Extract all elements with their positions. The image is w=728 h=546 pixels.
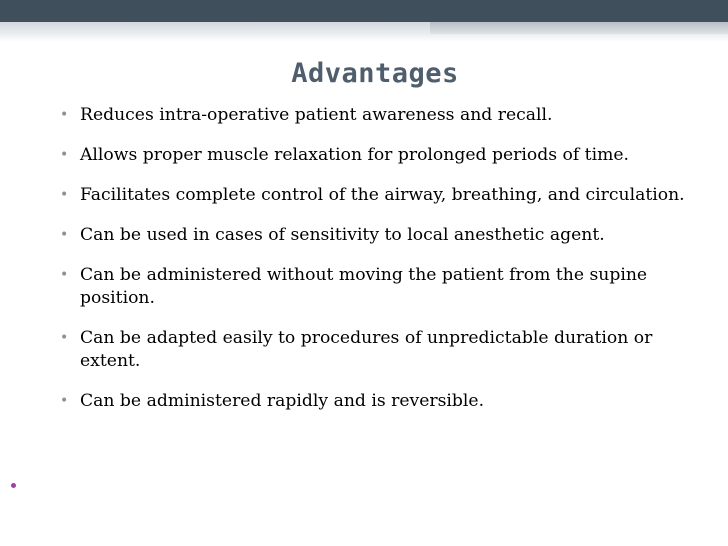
bullet-text: Can be administered rapidly and is reversible.	[80, 391, 485, 411]
bullet-text: Can be adapted easily to procedures of unpredictable duration or extent.	[80, 328, 653, 371]
empty-bullet-dot-icon	[11, 483, 16, 488]
slide-title: Advantages	[291, 58, 459, 89]
bullet-item	[58, 144, 698, 167]
bullet-dot-icon: •	[60, 187, 69, 203]
bullet-item	[58, 264, 698, 310]
bullet-text: Allows proper muscle relaxation for prolonged periods of time.	[80, 145, 630, 165]
bullet-dot-icon: •	[60, 267, 69, 283]
bullet-dot-icon: •	[60, 147, 69, 163]
bullet-text: Facilitates complete control of the airway, breathing, and circulation.	[80, 185, 685, 205]
header-gradient-accent	[430, 22, 728, 34]
bullet-item	[58, 390, 698, 413]
bullet-text: Reduces intra-operative patient awareness and recall.	[80, 105, 553, 125]
bullet-dot-icon: •	[60, 330, 69, 346]
bullet-item	[58, 224, 698, 247]
header-bar	[0, 0, 728, 22]
bullet-dot-icon: •	[60, 227, 69, 243]
bullet-item	[58, 104, 698, 127]
bullet-item	[58, 327, 698, 373]
bullet-dot-icon: •	[60, 393, 69, 409]
bullet-text: Can be used in cases of sensitivity to local anesthetic agent.	[80, 225, 605, 245]
bullet-dot-icon: •	[60, 107, 69, 123]
bullet-list	[58, 104, 698, 413]
bullet-text: Can be administered without moving the patient from the supine position.	[80, 265, 648, 308]
bullet-item	[58, 184, 698, 207]
